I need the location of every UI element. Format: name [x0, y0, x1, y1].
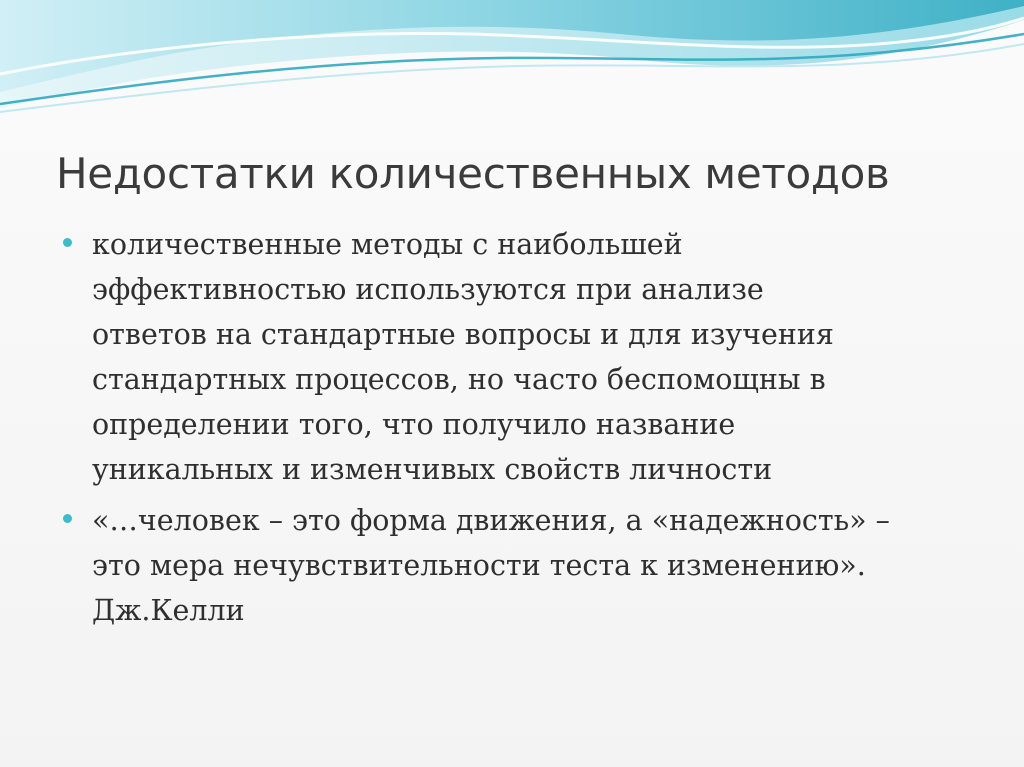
- bullet-2-line-2: это мера нечувствительности теста к изменению».: [92, 549, 866, 582]
- bullet-list: [60, 222, 980, 635]
- bullet-dot-icon: [63, 238, 72, 247]
- bullet-dot-icon: [63, 514, 72, 523]
- bullet-1-line-5: определении того, что получило название: [92, 408, 736, 441]
- bullet-item-2: [60, 498, 980, 633]
- bullet-2-line-3: Дж.Келли: [92, 594, 245, 627]
- bullet-1-line-2: эффективностью используются при анализе: [92, 273, 764, 306]
- slide-title: Недостатки количественных методов: [56, 149, 890, 198]
- bullet-item-1: [60, 222, 980, 492]
- bullet-1-line-6: уникальных и изменчивых свойств личности: [92, 453, 773, 486]
- bullet-1-line-1: количественные методы с наибольшей: [92, 228, 683, 261]
- bullet-1-line-4: стандартных процессов, но часто беспомощны в: [92, 363, 826, 396]
- bullet-2-line-1: «…человек – это форма движения, а «надежность» –: [92, 504, 890, 537]
- decorative-wave-header: [0, 0, 1024, 150]
- bullet-1-line-3: ответов на стандартные вопросы и для изучения: [92, 318, 834, 351]
